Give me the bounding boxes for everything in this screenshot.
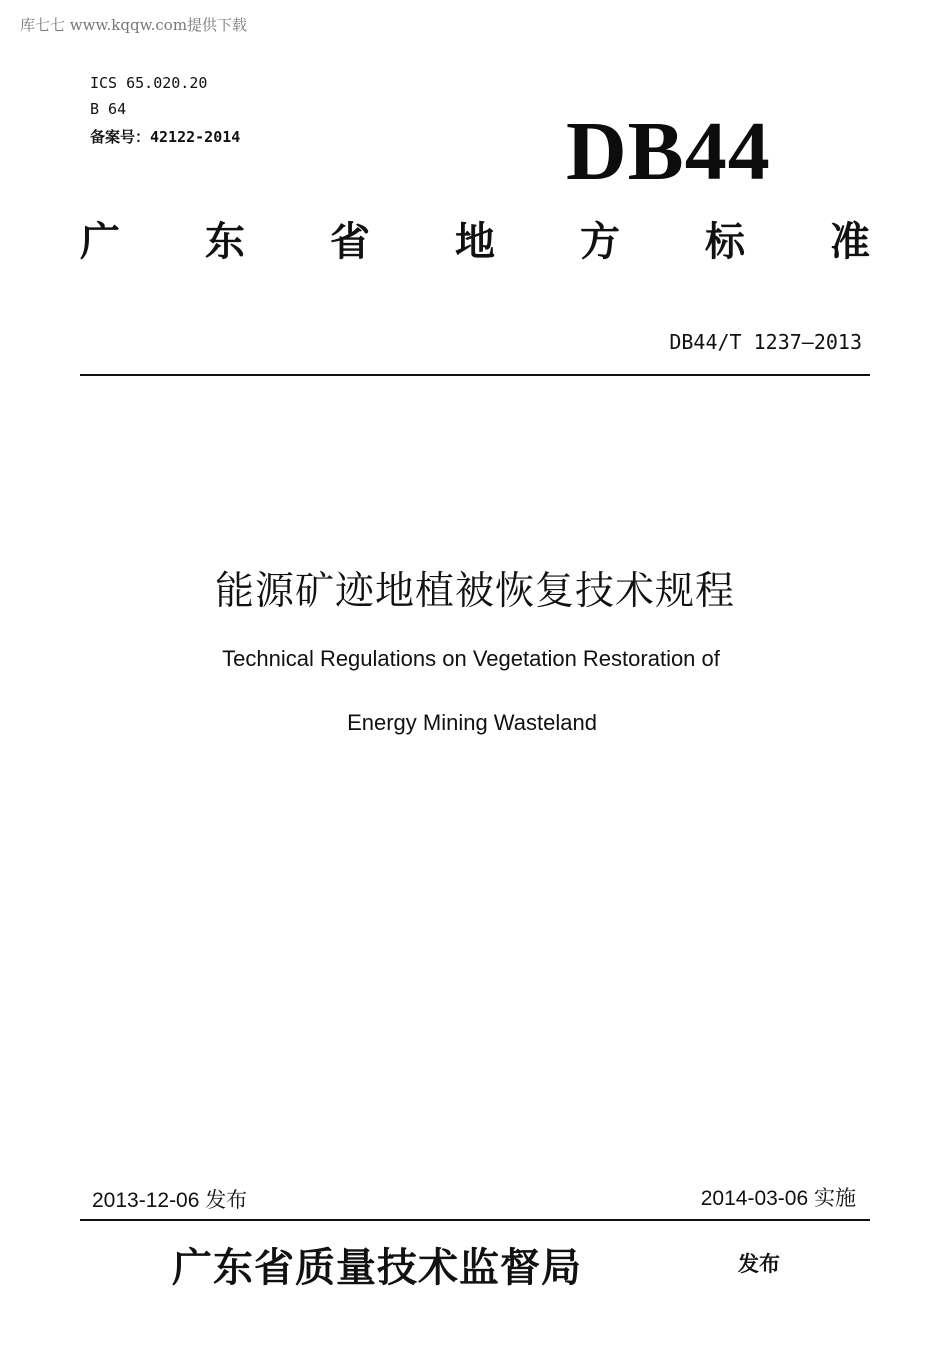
category-char: 标 — [705, 219, 745, 265]
watermark-text: 库七七 www.kqqw.com提供下载 — [20, 16, 248, 34]
implementation-date: 2014-03-06 实施 — [700, 1187, 856, 1210]
standard-number: DB44/T 1237—2013 — [669, 330, 862, 354]
ccs-code: B 64 — [90, 100, 127, 118]
document-title-chinese: 能源矿迹地植被恢复技术规程 — [214, 569, 735, 614]
category-char: 方 — [580, 219, 620, 265]
publisher-name: 广东省质量技术监督局 — [172, 1244, 582, 1291]
footer-divider — [80, 1219, 870, 1221]
publisher-suffix: 发布 — [738, 1252, 780, 1276]
standard-category — [80, 219, 870, 265]
category-char: 广 — [80, 219, 120, 265]
document-title-english-line1: Technical Regulations on Vegetation Restoration of — [222, 646, 720, 671]
ics-code: ICS 65.020.20 — [90, 74, 208, 92]
issue-date: 2013-12-06 发布 — [92, 1189, 248, 1212]
filing-number: 备案号：42122-2014 — [90, 128, 241, 146]
category-char: 东 — [205, 219, 245, 265]
category-char: 省 — [330, 219, 370, 265]
document-title-english-line2: Energy Mining Wasteland — [347, 710, 597, 735]
category-char: 准 — [830, 219, 870, 265]
standard-code-logo: DB44 — [566, 105, 771, 198]
category-char: 地 — [455, 219, 495, 265]
header-divider — [80, 374, 870, 376]
